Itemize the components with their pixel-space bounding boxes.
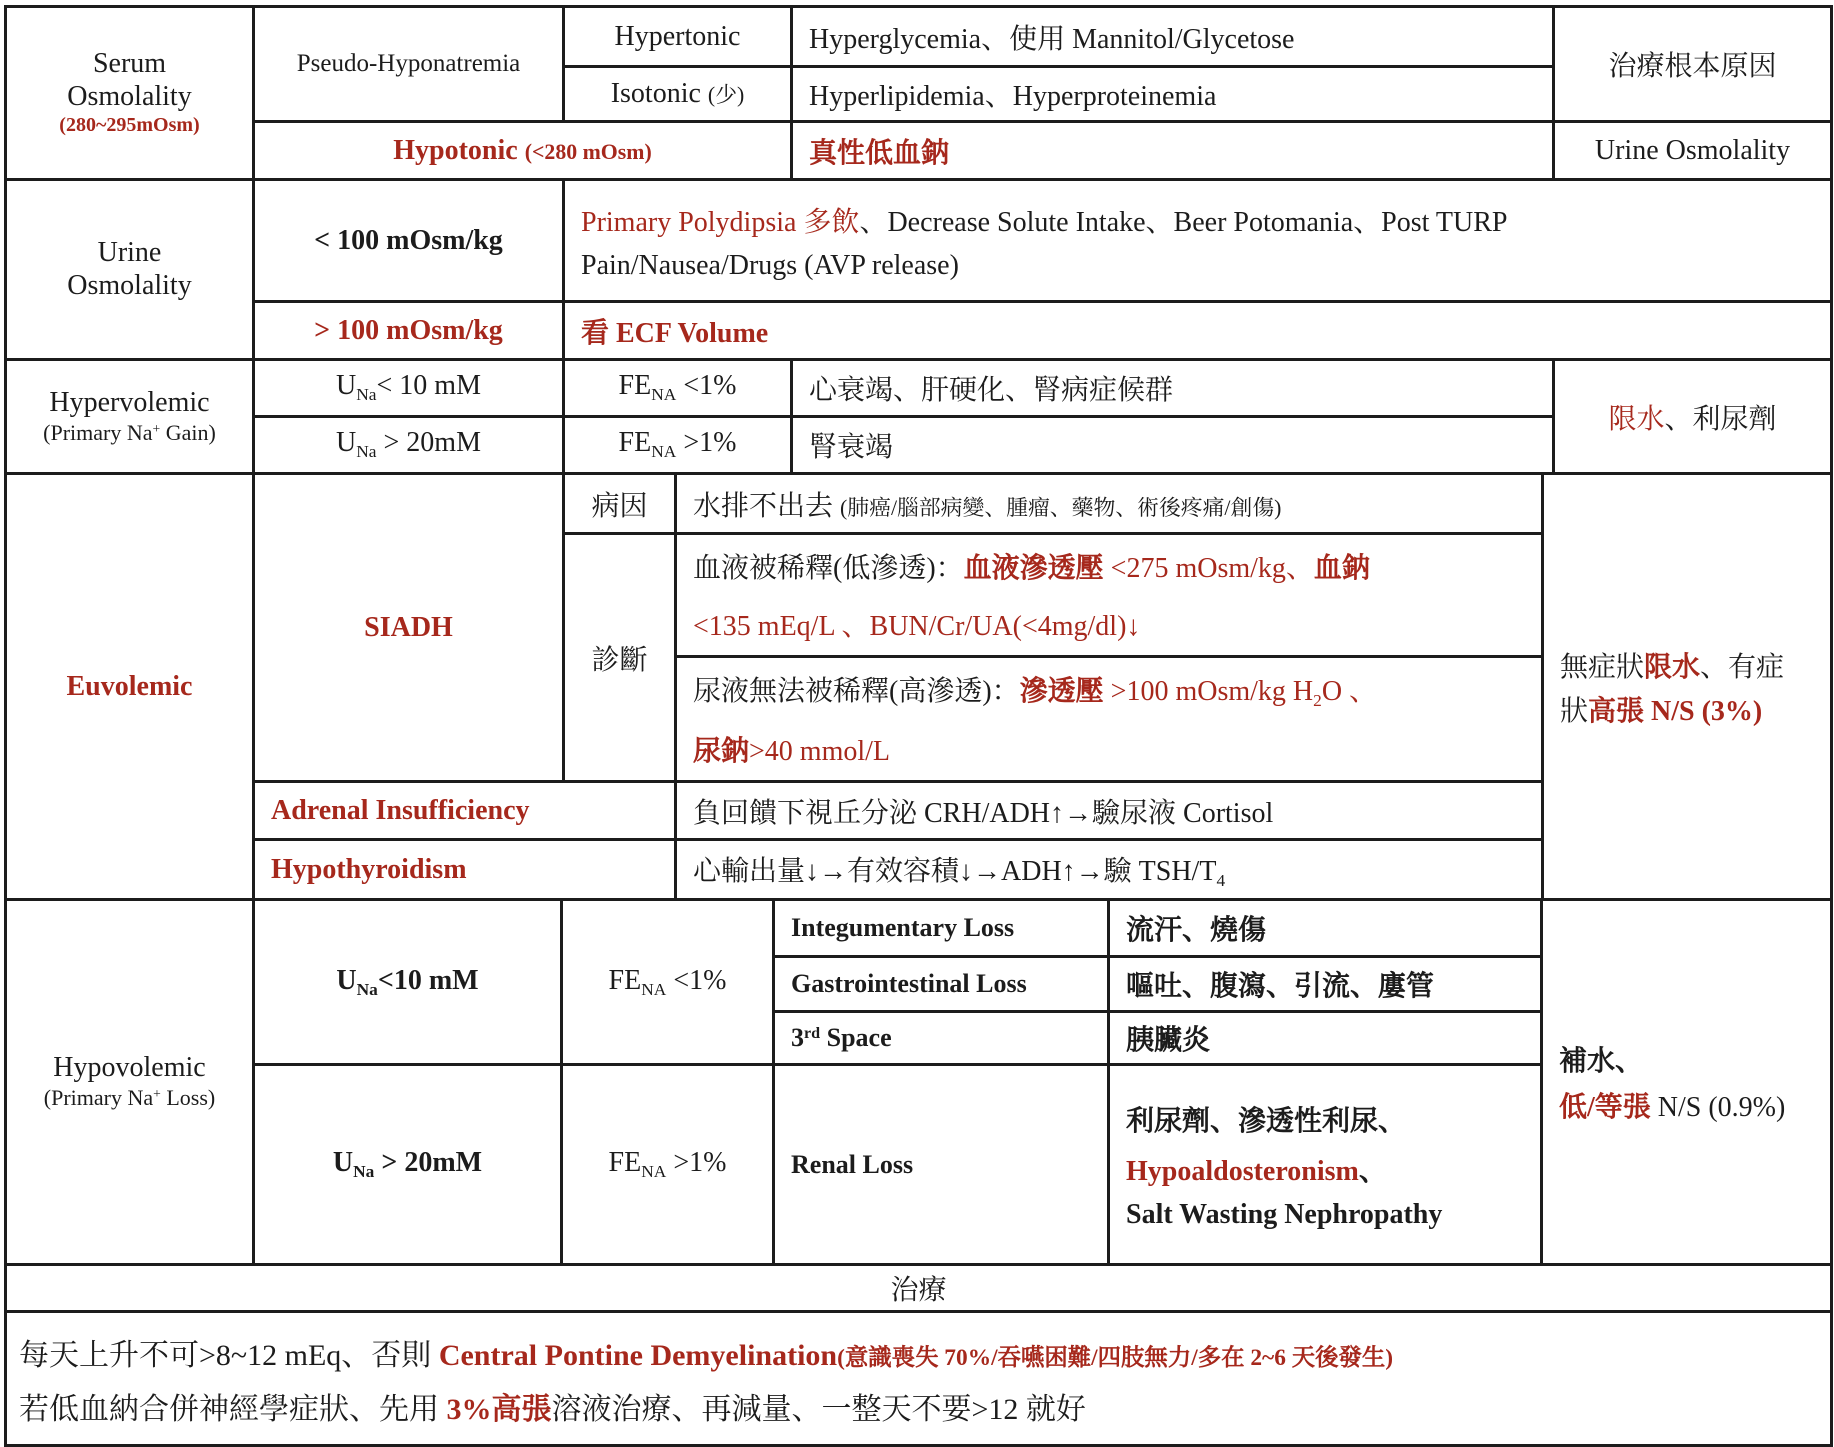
hypervolemic-subtitle: (Primary Na+ Gain) [43, 419, 216, 445]
cell-urine-osmolality-next: Urine Osmolality [1554, 122, 1832, 180]
cell-hypovolemic-treatment [1542, 900, 1832, 1265]
cell-hypervolemic-header [6, 360, 254, 474]
hypovolemic-title: Hypovolemic [53, 1052, 206, 1084]
cell-hypervolemic-fena-low: $FE_{NA} <1\%$ [564, 360, 792, 417]
urine-low-causes-line1: Primary Polydipsia 多飲、Decrease Solute Intake、Beer Potomania、Post TURP [581, 206, 1508, 238]
renal-causes-line1: 利尿劑、滲透性利尿、 [1126, 1105, 1407, 1137]
cell-diagnosis-label: 診斷 [564, 534, 676, 782]
hypovolemic-subtitle: (Primary Na+ Loss) [43, 1085, 216, 1111]
cell-euvolemic-treatment [1543, 474, 1832, 900]
cell-loss-causes-renal [1109, 1065, 1542, 1265]
cell-siadh: SIADH [254, 474, 564, 782]
cell-true-hyponatremia: 真性低血鈉 [792, 122, 1554, 180]
cell-loss-type-3rd-space: 3rd Space [774, 1012, 1109, 1065]
cell-isotonic: Isotonic (少) [564, 67, 792, 122]
cell-urine-osmolality-header [6, 180, 254, 360]
cell-loss-type-integumentary: Integumentary Loss [774, 900, 1109, 957]
cell-hypertonic-causes: Hyperglycemia、使用 Mannitol/Glycetose [792, 7, 1554, 67]
treatment-footer-section [4, 1263, 1833, 1447]
hypervolemic-title: Hypervolemic [49, 386, 210, 418]
cell-loss-causes-integumentary: 流汗、燒傷 [1109, 900, 1542, 957]
siadh-dx-urine-line2: 尿鈉>40 mmol/L [693, 736, 891, 768]
renal-causes-line3: Salt Wasting Nephropathy [1126, 1198, 1443, 1230]
cell-loss-type-gastrointestinal: Gastrointestinal Loss [774, 957, 1109, 1012]
cell-siadh-dx-urine [676, 657, 1543, 782]
cell-hypovolemic-fena-high: $FE_{NA} >1\%$ [562, 1065, 774, 1265]
urine-osmolality-section [4, 178, 1833, 361]
euvolemic-section [4, 472, 1833, 901]
cell-loss-causes-3rd-space: 胰臟炎 [1109, 1012, 1542, 1065]
cell-hypothyroidism-note: 心輸出量↓→有效容積↓→ADH↑→驗 TSH/$T_4$ [676, 840, 1543, 900]
cell-hypovolemic-fena-low: $FE_{NA} <1\%$ [562, 900, 774, 1065]
cell-treatment-notes [6, 1312, 1832, 1446]
serum-title-line2: Osmolality [67, 80, 192, 112]
cell-treat-root-cause: 治療根本原因 [1554, 7, 1832, 122]
cell-pseudo-hyponatremia: Pseudo-Hyponatremia [254, 7, 564, 122]
urine-low-causes-line2: Pain/Nausea/Drugs (AVP release) [581, 249, 959, 281]
cell-serum-osmolality-header [6, 7, 254, 180]
cell-urine-low-causes [564, 180, 1832, 302]
siadh-dx-blood-line2: <135 mEq/L 、BUN/Cr/UA(<4mg/dl)↓ [693, 611, 1141, 642]
cell-siadh-dx-blood [676, 534, 1543, 657]
cell-etiology-label: 病因 [564, 474, 676, 534]
serum-range: (280~295mOsm) [59, 113, 200, 136]
cell-hypervolemic-causes-high: 腎衰竭 [792, 417, 1554, 474]
cell-urine-low: < 100 mOsm/kg [254, 180, 564, 302]
cell-hypovolemic-una-high: $U_{Na} > 20mM$ [254, 1065, 562, 1265]
cell-adrenal-insufficiency: Adrenal Insufficiency [254, 782, 676, 840]
cell-urine-high: > 100 mOsm/kg [254, 302, 564, 360]
euvolemic-treatment-line1: 無症狀限水、有症 [1560, 651, 1785, 683]
hypovolemic-treatment-line1: 補水、 [1559, 1046, 1644, 1078]
cell-hypovolemic-una-low: $U_{Na}<10$ mM [254, 900, 562, 1065]
serum-osmolality-section [4, 5, 1833, 181]
urine-title-line1: Urine [97, 237, 162, 269]
cell-adrenal-note: 負回饋下視丘分泌 CRH/ADH↑→驗尿液 Cortisol [676, 782, 1543, 840]
cell-hypervolemic-treatment: 限水、利尿劑 [1554, 360, 1832, 474]
renal-causes-line2: Hypoaldosteronism、 [1126, 1155, 1387, 1187]
siadh-dx-urine-line1: 尿液無法被稀釋(高滲透)：滲透壓 >100 mOsm/kg $H_2O$ 、 [693, 676, 1378, 711]
treatment-note-line1: 每天上升不可>8~12 mEq、否則 Central Pontine Demyelination(意識喪失 70%/吞嚥困難/四肢無力/多在 2~6 天後發生) [19, 1338, 1394, 1372]
cell-hypothyroidism: Hypothyroidism [254, 840, 676, 900]
cell-hypertonic: Hypertonic [564, 7, 792, 67]
cell-loss-causes-gastrointestinal: 嘔吐、腹瀉、引流、廔管 [1109, 957, 1542, 1012]
urine-title-line2: Osmolality [67, 269, 192, 301]
cell-siadh-etiology: 水排不出去 (肺癌/腦部病變、腫瘤、藥物、術後疼痛/創傷) [676, 474, 1543, 534]
hypervolemic-section [4, 358, 1833, 475]
cell-hypervolemic-una-high: $U_{Na} > 20mM$ [254, 417, 564, 474]
cell-euvolemic-header: Euvolemic [6, 474, 254, 900]
cell-hypotonic: Hypotonic (<280 mOsm) [254, 122, 792, 180]
cell-hypervolemic-una-low: $U_{Na}< 10$ mM [254, 360, 564, 417]
serum-title-line1: Serum [92, 48, 167, 80]
cell-urine-high-action: 看 ECF Volume [564, 302, 1832, 360]
cell-hypervolemic-fena-high: $FE_{NA} >1\%$ [564, 417, 792, 474]
cell-hypovolemic-header [6, 900, 254, 1265]
hypovolemic-section [4, 898, 1833, 1266]
treatment-note-line2: 若低血納合併神經學症狀、先用 3%高張溶液治療、再減量、一整天不要>12 就好 [19, 1392, 1086, 1426]
hypovolemic-treatment-line2: 低/等張 N/S (0.9%) [1559, 1092, 1786, 1124]
euvolemic-treatment-line2: 狀高張 N/S (3%) [1560, 695, 1763, 727]
cell-isotonic-causes: Hyperlipidemia、Hyperproteinemia [792, 67, 1554, 122]
cell-treatment-header: 治療 [6, 1265, 1832, 1312]
siadh-dx-blood-line1: 血液被稀釋(低滲透)：血液滲透壓 <275 mOsm/kg、血鈉 [693, 553, 1370, 584]
cell-hypervolemic-causes-low: 心衰竭、肝硬化、腎病症候群 [792, 360, 1554, 417]
cell-loss-type-renal: Renal Loss [774, 1065, 1109, 1265]
